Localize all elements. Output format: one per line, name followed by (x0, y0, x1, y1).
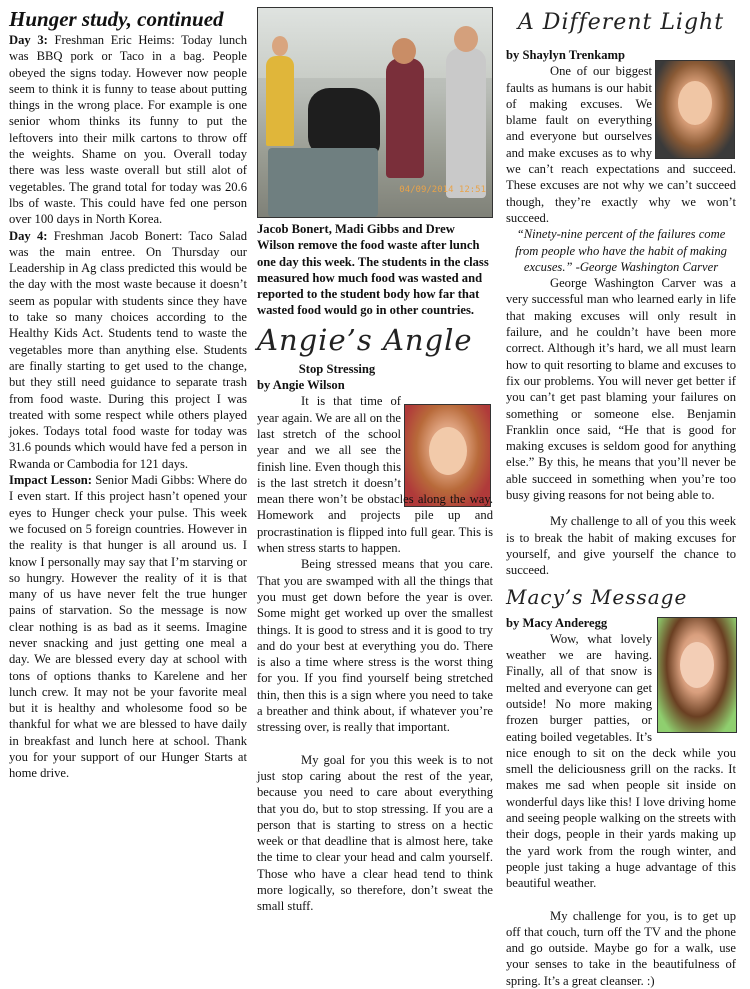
macy-paragraph-1: Wow, what lovely weather we are having. Finally, all of that snow is melted and everyone can get outside! No more making frozen burger patties, or eating boiled vegetables. It’s nice enough to sit on the deck while you smell the deliciousness grill on the racks. It makes me sad when people sit inside on wonderful days like this! I love driving home and seeing people walking on the streets with their dogs, people in their yards making up the yard work from the rough winter, and people just taking a huge advantage of this beautiful weather. (506, 631, 736, 891)
hunger-study-column (9, 0, 247, 782)
angie-subtitle: Stop Stressing (298, 361, 376, 376)
photo-timestamp: 04/09/2014 12:51 (399, 185, 486, 195)
angie-byline: by Angie Wilson (257, 378, 345, 393)
photo-caption: Jacob Bonert, Madi Gibbs and Drew Wilson remove the food waste after lunch one day this week. The students in the class measured how much food was wasted and reported to the student body how far that wasted food would go in other countries. (257, 222, 489, 318)
shaylyn-paragraph-1: One of our biggest faults as humans is our habit of making excuses. We blame fault on everything and everyone but ourselves and make excuses as to why we can’t reach expectations and succeed. These excuses are not why we can’t succeed though, they’re exactly why we won’t succeed. (506, 64, 736, 225)
shaylyn-photo-spacer (652, 63, 736, 159)
impact-lead: Impact Lesson: (9, 473, 92, 488)
macy-byline: by Macy Anderegg (506, 615, 608, 630)
carver-quote: “Ninety-nine percent of the failures come from people who have the habit of making excuses.” -George Washington Carver (515, 227, 727, 274)
shaylyn-paragraph-2: George Washington Carver was a very successful man who learned early in life that making excuses will only result in failure, and he couldn’t have been more correct. Although it’s hard, we all must learn how to quit resorting to blame and excuses to fix our problems. You will never get better if you can’t get past blaming your failures on something or someone else. Benjamin Franklin once said, “He that is good for making excuses is seldom good for anything else.” By this, he means that you’ll never be able succeed in something when you’re too busy giving reasons for not being able to. (506, 276, 736, 503)
macy-photo-spacer (652, 631, 736, 733)
macy-paragraph-2: My challenge for you, is to get up off that couch, turn off the TV and the phone and go outside. Maybe go for a walk, use your senses to take in the beautifulness of spring. It’s a great cleanser. :) (506, 908, 736, 988)
angie-column (257, 221, 493, 915)
angies-angle-title: Angie’s Angle (257, 322, 473, 357)
angie-photo-spacer (401, 393, 493, 487)
angie-paragraph-2: Being stressed means that you care. That you are swamped with all the things that you must get down before the year is over. Some might get worked up over the smallest things. It is good to stress and it is good to try and do your best at everything you do. There is also a time where stress is the worst thing for you. If you find yourself being stretched thin, then this is a sign where you need to take a breather and think about, if whatever you’re stressing over, is really that important. (257, 557, 493, 735)
right-column (506, 0, 736, 989)
shaylyn-byline: by Shaylyn Trenkamp (506, 48, 625, 62)
food-waste-photo (257, 7, 493, 218)
macys-message-title: Macy’s Message (506, 584, 688, 609)
angie-paragraph-3: My goal for you this week is to not just stop caring about the rest of the year, because you need to care about everything that you do, but to stop stressing. If you are a person that is starting to stress on a hectic week or that deadline that is almost here, take the time to clear your head and calm yourself. Those who have a clear head tend to think more logically, so therefore, don’t sweat the small stuff. (257, 752, 493, 914)
angie-paragraph-1: It is that time of year again. We are all on the last stretch of the school year and we all see the finish line. Even though this is the last stretch it doesn’t mean there won’t be obstacles along the way. Homework and projects pile up and procrastination is flipped into full gear. This is when stress starts to happen. (257, 394, 493, 556)
day4-text: Freshman Jacob Bonert: Taco Salad was the main entree. On Thursday our Leadership in Ag class predicted this would be the day with the most waste because it doesn’t seem as popular with students since they have to take so many choices according to the Healthy Kids Act. Students tend to waste the vegetables more than anything else. Students are finally starting to get used to the change, but they still need guidance to separate trash from food waste. During this project I was treated with some respect while others played jokes. Todays total food waste for today was 31.6 pounds which would have fed a person in Rwanda or Cambodia for 121 days. (9, 228, 248, 471)
hunger-study-headline: Hunger study, continued (9, 7, 224, 31)
a-different-light-title: A Different Light (517, 10, 725, 35)
impact-paragraph (9, 472, 247, 782)
day3-paragraph (9, 32, 247, 228)
impact-text: Senior Madi Gibbs: Where do I even start. If this project hasn’t opened your eyes to Hunger check your pulse. This week we focused on 5 foreign countries. However in the reality is that hunger is all around us. I know I personally may say that I’m starving or so hungry. However the reality of it is that many of us have never felt the true hunger pains of starvation. So the message is now clear nothing is as bad as it seems. Imagine never snacking and just getting one meal a day. We are blessed every day at school with tons of options thanks to Karelene and her lunch crew. It may not be your favorite meal but it is healthy and wholesome food so be thankful for what we are blessed to have daily in breakfast and lunch here at school. Thank you for your support of our Hunger Starts at home drive. (9, 473, 247, 781)
day4-paragraph (9, 228, 247, 472)
day3-lead: Day 3: (9, 33, 48, 47)
day3-text: Freshman Eric Heims: Today lunch was BBQ pork or Taco in a bag. People obeyed the signs today. However now people seem to think it is funny to tease about putting things in the wrong place. For example is one senior whom thinks its funny to put the leftovers into their milk cartons to throw off the weights. Shame on you. Overall today there was less waste overall but still alot of vegetables. The grand total for today was 20.6 lbs of waste. This could have fed one person over 100 days in North Korea. (9, 33, 248, 227)
day4-lead: Day 4: (9, 228, 48, 243)
shaylyn-paragraph-3: My challenge to all of you this week is to break the habit of making excuses for yourself, and give yourself the chance to succeed. (506, 514, 736, 578)
